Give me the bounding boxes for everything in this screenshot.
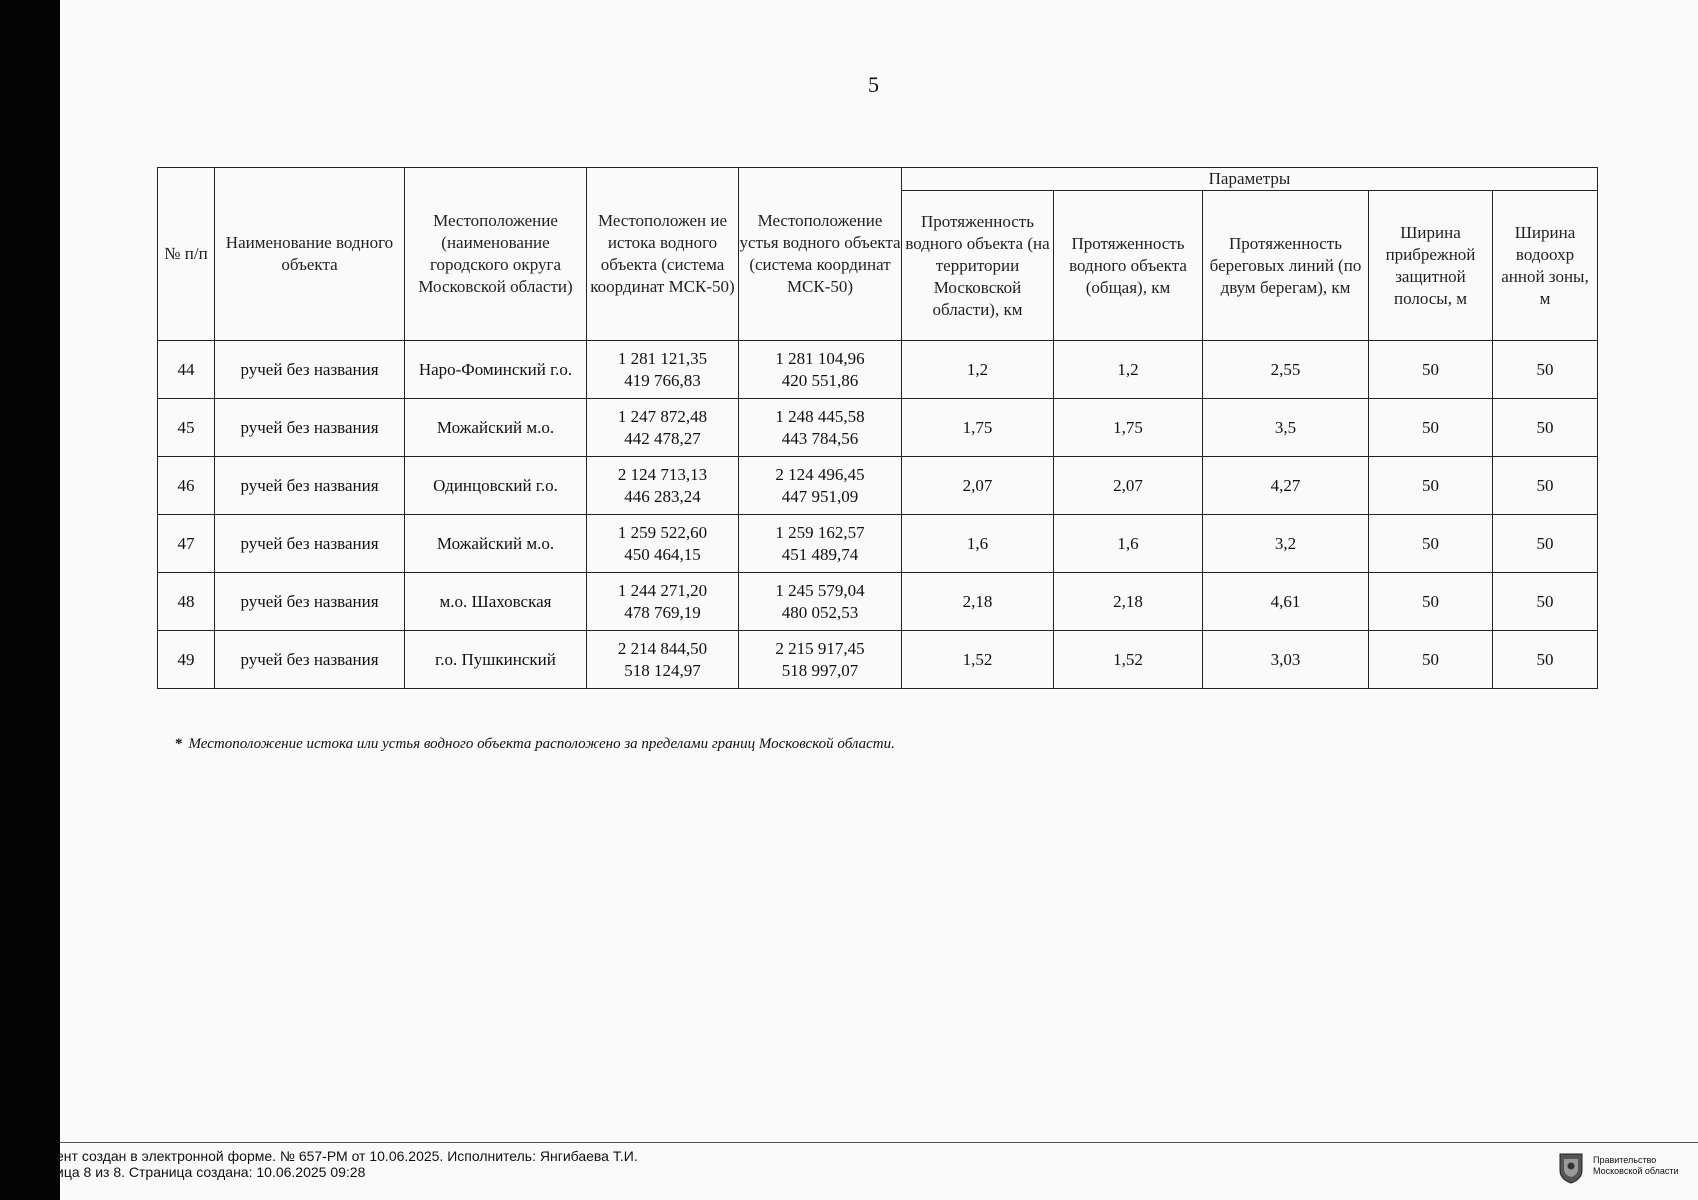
gov-name-line-1: Правительство [1593, 1155, 1657, 1165]
header-protect-width: Ширина прибрежной защитной полосы, м [1369, 191, 1493, 341]
row-protect-width: 50 [1369, 573, 1493, 631]
page-number: 5 [868, 72, 879, 97]
source-coord-b: 419 766,83 [624, 370, 701, 390]
coat-of-arms-icon [1558, 1152, 1584, 1184]
row-mouth-coords [739, 457, 902, 515]
footer-divider [60, 1142, 1698, 1143]
footnote [175, 736, 895, 753]
row-shore-length: 3,5 [1203, 399, 1369, 457]
header-water-zone-width: Ширина водоохр анной зоны, м [1493, 191, 1598, 341]
table-row [158, 631, 1598, 689]
row-length-total: 2,18 [1054, 573, 1203, 631]
row-num: 45 [158, 399, 215, 457]
row-location: Можайский м.о. [405, 515, 587, 573]
mouth-coord-a: 2 215 917,45 [775, 638, 865, 658]
footnote-mark: * [175, 736, 183, 752]
row-source-coords [587, 457, 739, 515]
row-location: Наро-Фоминский г.о. [405, 341, 587, 399]
row-water-zone-width: 50 [1493, 457, 1598, 515]
source-coord-b: 518 124,97 [624, 660, 701, 680]
water-objects-table [157, 167, 1598, 689]
row-num: 46 [158, 457, 215, 515]
row-shore-length: 4,61 [1203, 573, 1369, 631]
scan-left-edge [0, 0, 60, 1200]
row-protect-width: 50 [1369, 631, 1493, 689]
table-row [158, 399, 1598, 457]
footer-stamp [56, 1148, 638, 1180]
row-num: 48 [158, 573, 215, 631]
row-name: ручей без названия [215, 515, 405, 573]
source-coord-a: 1 281 121,35 [617, 348, 708, 368]
row-shore-length: 4,27 [1203, 457, 1369, 515]
row-protect-width: 50 [1369, 341, 1493, 399]
source-coord-a: 2 124 713,13 [617, 464, 708, 484]
row-name: ручей без названия [215, 341, 405, 399]
row-name: ручей без названия [215, 631, 405, 689]
row-water-zone-width: 50 [1493, 341, 1598, 399]
row-protect-width: 50 [1369, 399, 1493, 457]
row-length-region: 1,75 [902, 399, 1054, 457]
header-name: Наименование водного объекта [215, 168, 405, 341]
row-location: Одинцовский г.о. [405, 457, 587, 515]
source-coord-b: 478 769,19 [624, 602, 701, 622]
row-water-zone-width: 50 [1493, 573, 1598, 631]
row-protect-width: 50 [1369, 515, 1493, 573]
row-source-coords [587, 515, 739, 573]
source-coord-a: 1 247 872,48 [617, 406, 708, 426]
footer-line-1: ент создан в электронной форме. № 657-РМ от 10.06.2025. Исполнитель: Янгибаева Т.И. [56, 1148, 638, 1164]
row-num: 47 [158, 515, 215, 573]
mouth-coord-b: 518 997,07 [781, 660, 859, 680]
row-source-coords [587, 631, 739, 689]
row-length-total: 1,2 [1054, 341, 1203, 399]
mouth-coord-a: 1 248 445,58 [775, 406, 865, 426]
mouth-coord-a: 1 259 162,57 [775, 522, 865, 542]
gov-logo-label [1593, 1155, 1679, 1177]
header-source: Местоположен ие истока водного объекта (система координат МСК-50) [587, 168, 739, 341]
row-mouth-coords [739, 631, 902, 689]
source-coord-a: 1 244 271,20 [617, 580, 708, 600]
source-coord-b: 442 478,27 [624, 428, 701, 448]
mouth-coord-b: 420 551,86 [781, 370, 859, 390]
gov-name-line-2: Московской области [1593, 1166, 1679, 1176]
row-shore-length: 3,2 [1203, 515, 1369, 573]
row-length-region: 2,07 [902, 457, 1054, 515]
row-shore-length: 3,03 [1203, 631, 1369, 689]
row-location: м.о. Шаховская [405, 573, 587, 631]
mouth-coord-b: 447 951,09 [781, 486, 859, 506]
row-length-region: 2,18 [902, 573, 1054, 631]
header-params: Параметры [902, 168, 1598, 191]
row-protect-width: 50 [1369, 457, 1493, 515]
mouth-coord-a: 1 281 104,96 [775, 348, 865, 368]
mouth-coord-a: 2 124 496,45 [775, 464, 865, 484]
row-name: ручей без названия [215, 399, 405, 457]
row-name: ручей без названия [215, 573, 405, 631]
mouth-coord-b: 451 489,74 [781, 544, 859, 564]
row-mouth-coords [739, 341, 902, 399]
row-length-region: 1,52 [902, 631, 1054, 689]
row-length-total: 1,52 [1054, 631, 1203, 689]
row-location: Можайский м.о. [405, 399, 587, 457]
row-length-region: 1,2 [902, 341, 1054, 399]
row-num: 44 [158, 341, 215, 399]
footer-line-2: ица 8 из 8. Страница создана: 10.06.2025 09:28 [56, 1164, 366, 1180]
row-mouth-coords [739, 515, 902, 573]
mouth-coord-b: 480 052,53 [781, 602, 859, 622]
mouth-coord-b: 443 784,56 [781, 428, 859, 448]
mouth-coord-a: 1 245 579,04 [775, 580, 865, 600]
row-location: г.о. Пушкинский [405, 631, 587, 689]
header-length-total: Протяженность водного объекта (общая), км [1054, 191, 1203, 341]
source-coord-a: 1 259 522,60 [617, 522, 708, 542]
source-coord-b: 450 464,15 [624, 544, 701, 564]
row-water-zone-width: 50 [1493, 515, 1598, 573]
row-length-region: 1,6 [902, 515, 1054, 573]
row-length-total: 2,07 [1054, 457, 1203, 515]
header-shore-length: Протяженность береговых линий (по двум берегам), км [1203, 191, 1369, 341]
row-shore-length: 2,55 [1203, 341, 1369, 399]
table-row [158, 457, 1598, 515]
row-length-total: 1,6 [1054, 515, 1203, 573]
row-water-zone-width: 50 [1493, 631, 1598, 689]
table-row [158, 515, 1598, 573]
row-source-coords [587, 573, 739, 631]
row-water-zone-width: 50 [1493, 399, 1598, 457]
row-num: 49 [158, 631, 215, 689]
header-length-region: Протяженность водного объекта (на территории Московской области), км [902, 191, 1054, 341]
header-location: Местоположение (наименование городского округа Московской области) [405, 168, 587, 341]
row-source-coords [587, 341, 739, 399]
table-row [158, 341, 1598, 399]
source-coord-a: 2 214 844,50 [617, 638, 708, 658]
table-row [158, 573, 1598, 631]
header-num: № п/п [158, 168, 215, 341]
source-coord-b: 446 283,24 [624, 486, 701, 506]
header-mouth: Местоположение устья водного объекта (система координат МСК-50) [739, 168, 902, 341]
row-length-total: 1,75 [1054, 399, 1203, 457]
row-name: ручей без названия [215, 457, 405, 515]
footnote-text: Местоположение истока или устья водного объекта расположено за пределами границ Московской области. [188, 736, 895, 752]
row-mouth-coords [739, 399, 902, 457]
row-source-coords [587, 399, 739, 457]
row-mouth-coords [739, 573, 902, 631]
